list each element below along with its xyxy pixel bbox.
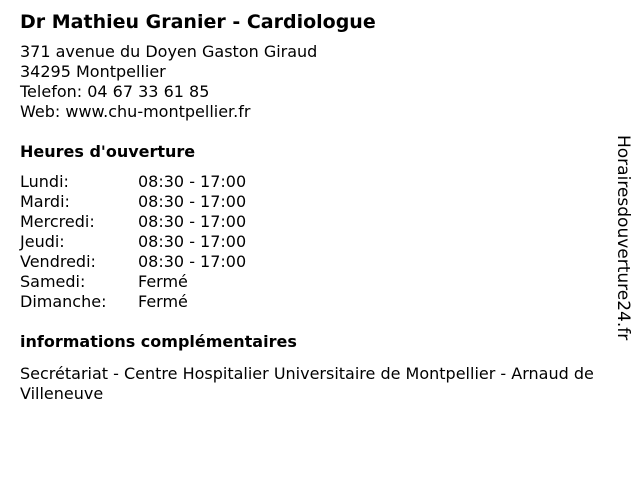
phone-number: Telefon: 04 67 33 61 85	[20, 82, 210, 101]
page-title: Dr Mathieu Granier - Cardiologue	[20, 11, 376, 33]
hours-row-saturday	[20, 272, 610, 292]
hours-day: Lundi:	[20, 172, 69, 191]
hours-day: Mercredi:	[20, 212, 95, 231]
hours-row-monday	[20, 172, 610, 192]
hours-table	[20, 172, 610, 312]
site-brand-vertical: Horairesdouverture24.fr	[613, 135, 633, 341]
info-text: Secrétariat - Centre Hospitalier Universitaire de Montpellier - Arnaud de Villeneuve	[20, 364, 594, 403]
hours-heading: Heures d'ouverture	[20, 142, 196, 161]
hours-row-tuesday	[20, 192, 610, 212]
hours-day: Mardi:	[20, 192, 70, 211]
hours-row-sunday	[20, 292, 610, 312]
hours-day: Samedi:	[20, 272, 86, 291]
hours-time: Fermé	[138, 272, 188, 291]
hours-time: 08:30 - 17:00	[138, 192, 247, 211]
address-street: 371 avenue du Doyen Gaston Giraud	[20, 42, 318, 61]
address-city: 34295 Montpellier	[20, 62, 166, 81]
hours-time: 08:30 - 17:00	[138, 232, 247, 251]
hours-day: Dimanche:	[20, 292, 107, 311]
address-block	[20, 42, 610, 122]
doctor-card	[20, 10, 610, 404]
hours-time: 08:30 - 17:00	[138, 252, 247, 271]
website-link[interactable]: Web: www.chu-montpellier.fr	[20, 102, 251, 121]
hours-time: 08:30 - 17:00	[138, 172, 247, 191]
hours-time: Fermé	[138, 292, 188, 311]
hours-row-friday	[20, 252, 610, 272]
hours-day: Vendredi:	[20, 252, 96, 271]
info-heading: informations complémentaires	[20, 332, 297, 351]
hours-day: Jeudi:	[20, 232, 65, 251]
hours-row-thursday	[20, 232, 610, 252]
hours-time: 08:30 - 17:00	[138, 212, 247, 231]
hours-row-wednesday	[20, 212, 610, 232]
